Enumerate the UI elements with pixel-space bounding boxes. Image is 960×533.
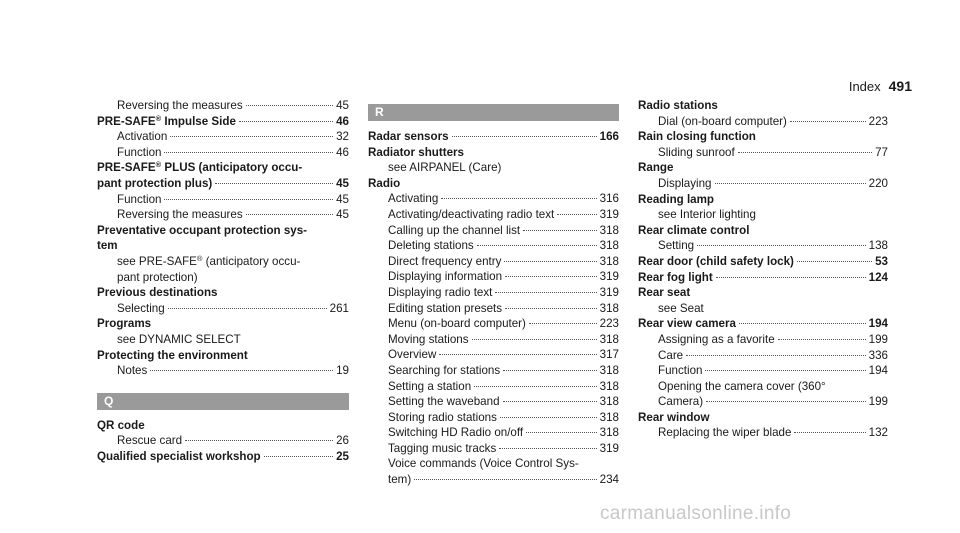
page-ref: 53 bbox=[875, 254, 888, 268]
index-heading-cont: tem bbox=[97, 239, 118, 253]
page-ref: 318 bbox=[599, 301, 619, 315]
index-subentry: see Seat bbox=[658, 301, 704, 315]
dot-leader bbox=[706, 401, 866, 402]
page-ref: 199 bbox=[868, 332, 888, 346]
dot-leader bbox=[526, 432, 597, 433]
page-ref: 319 bbox=[599, 207, 619, 221]
dot-leader bbox=[246, 214, 333, 215]
dot-leader bbox=[185, 440, 333, 441]
dot-leader bbox=[477, 245, 597, 246]
dot-leader bbox=[797, 261, 872, 262]
page-ref: 316 bbox=[599, 192, 619, 206]
page-ref: 45 bbox=[336, 99, 349, 112]
page-ref: 25 bbox=[336, 449, 349, 463]
dot-leader bbox=[215, 183, 333, 184]
index-subentry: Assigning as a favorite 199 bbox=[658, 332, 888, 346]
subentry-text: Overview bbox=[388, 348, 437, 362]
page-ref: 124 bbox=[868, 270, 888, 284]
page-ref: 45 bbox=[336, 176, 349, 190]
index-label: Index bbox=[848, 79, 881, 94]
index-entry bbox=[97, 114, 349, 161]
index-column-1 bbox=[97, 98, 349, 464]
dot-leader bbox=[472, 339, 597, 340]
dot-leader bbox=[264, 456, 333, 457]
dot-leader bbox=[739, 323, 866, 324]
dot-leader bbox=[168, 308, 327, 309]
index-subentry: Selecting 261 bbox=[117, 301, 349, 315]
index-entry bbox=[638, 129, 888, 160]
index-heading: Rear fog light 124 bbox=[638, 270, 888, 284]
dot-leader bbox=[246, 105, 333, 106]
dot-leader bbox=[452, 136, 597, 137]
page-ref: 220 bbox=[868, 176, 888, 190]
index-subentry: Function 45 bbox=[117, 192, 349, 206]
index-subentry bbox=[368, 316, 619, 332]
subentry-text: Switching HD Radio on/off bbox=[388, 426, 524, 440]
page-ref: 317 bbox=[599, 348, 619, 362]
page-ref: 19 bbox=[336, 364, 349, 378]
index-entry bbox=[638, 254, 888, 270]
index-subentry bbox=[368, 363, 619, 379]
index-subentry: Reversing the measures 45 bbox=[117, 99, 349, 112]
index-subentry bbox=[368, 441, 619, 457]
page-ref: 194 bbox=[868, 317, 888, 331]
dot-leader bbox=[523, 230, 597, 231]
subentry-text: Editing station presets bbox=[388, 301, 503, 315]
index-subentry: see AIRPANEL (Care) bbox=[388, 161, 502, 175]
subentry-text: Setting the waveband bbox=[388, 395, 500, 409]
index-heading: Range bbox=[638, 161, 674, 175]
index-column-2 bbox=[368, 98, 619, 488]
subentry-text: Displaying radio text bbox=[388, 285, 493, 299]
index-subentry: Dial (on-board computer) 223 bbox=[658, 114, 888, 128]
index-heading: Radar sensors 166 bbox=[368, 130, 619, 143]
page-ref: 319 bbox=[599, 285, 619, 299]
index-subentry: Function 46 bbox=[117, 145, 349, 159]
page-ref: 318 bbox=[599, 363, 619, 377]
subentry-text: Moving stations bbox=[388, 332, 469, 346]
index-subentry: Displaying 220 bbox=[658, 176, 888, 190]
dot-leader bbox=[495, 292, 596, 293]
index-heading: Radio bbox=[368, 176, 401, 190]
index-heading: QR code bbox=[97, 418, 145, 432]
page-ref: 223 bbox=[599, 317, 619, 331]
index-subentry: Activation 32 bbox=[117, 130, 349, 144]
index-subentry bbox=[368, 254, 619, 270]
subentry-text: Displaying information bbox=[388, 270, 503, 284]
page-ref: 166 bbox=[599, 130, 619, 143]
dot-leader bbox=[170, 136, 333, 137]
page-ref: 46 bbox=[336, 114, 349, 128]
index-subentry: Notes 19 bbox=[117, 364, 349, 378]
index-heading: Rear door (child safety lock) 53 bbox=[638, 254, 888, 268]
dot-leader bbox=[239, 121, 333, 122]
index-subentry bbox=[368, 191, 619, 207]
index-subentry bbox=[368, 207, 619, 223]
index-entry bbox=[638, 98, 888, 129]
index-subentry bbox=[368, 301, 619, 317]
index-entry bbox=[368, 129, 619, 145]
dot-leader bbox=[164, 152, 333, 153]
dot-leader bbox=[794, 432, 865, 433]
page-ref: 318 bbox=[599, 410, 619, 424]
page-ref: 318 bbox=[599, 426, 619, 440]
index-entry bbox=[638, 270, 888, 286]
dot-leader bbox=[414, 479, 596, 480]
index-entry bbox=[97, 348, 349, 379]
index-subentry bbox=[368, 285, 619, 301]
index-entry bbox=[97, 223, 349, 285]
subentry-text: Searching for stations bbox=[388, 363, 501, 377]
index-heading: PRE-SAFE® PLUS (anticipatory occu- bbox=[97, 160, 303, 175]
subentry-text: Storing radio stations bbox=[388, 410, 497, 424]
index-heading: Rear window bbox=[638, 410, 710, 424]
index-entry bbox=[638, 192, 888, 223]
index-entry bbox=[638, 160, 888, 191]
dot-leader bbox=[503, 401, 597, 402]
page-ref: 77 bbox=[875, 145, 888, 159]
index-entry bbox=[97, 449, 349, 465]
index-entry bbox=[638, 410, 888, 441]
index-entry bbox=[97, 316, 349, 347]
subentry-text: Calling up the channel list bbox=[388, 223, 521, 237]
index-subentry bbox=[368, 347, 619, 363]
index-heading: Rear climate control bbox=[638, 223, 750, 237]
subentry-text: Setting a station bbox=[388, 379, 472, 393]
subentry-text: Direct frequency entry bbox=[388, 254, 502, 268]
dot-leader bbox=[503, 370, 597, 371]
page-ref: 45 bbox=[336, 192, 349, 206]
dot-leader bbox=[686, 355, 866, 356]
dot-leader bbox=[499, 448, 596, 449]
letter-section-header-r: R bbox=[368, 104, 619, 121]
dot-leader bbox=[441, 198, 596, 199]
index-subentry: Voice commands (Voice Control Sys- bbox=[388, 457, 579, 471]
page-ref: 318 bbox=[599, 254, 619, 268]
page-ref: 318 bbox=[599, 395, 619, 409]
page-ref: 318 bbox=[599, 332, 619, 346]
page-ref: 32 bbox=[336, 130, 349, 144]
index-entry bbox=[97, 98, 349, 114]
page-ref: 223 bbox=[868, 114, 888, 128]
dot-leader bbox=[500, 417, 597, 418]
radio-subentries bbox=[368, 191, 619, 456]
dot-leader bbox=[557, 214, 596, 215]
dot-leader bbox=[505, 308, 597, 309]
subentry-text: Deleting stations bbox=[388, 239, 474, 253]
page-ref: 234 bbox=[599, 473, 619, 487]
index-heading: Reading lamp bbox=[638, 192, 715, 206]
dot-leader bbox=[504, 261, 596, 262]
index-subentry: Function 194 bbox=[658, 364, 888, 378]
dot-leader bbox=[150, 370, 333, 371]
index-heading: Preventative occupant protection sys- bbox=[97, 223, 308, 237]
index-subentry: Opening the camera cover (360° bbox=[658, 379, 826, 393]
index-subentry bbox=[368, 223, 619, 239]
page-ref: 318 bbox=[599, 223, 619, 237]
dot-leader bbox=[505, 276, 597, 277]
page-ref: 45 bbox=[336, 208, 349, 222]
page-header bbox=[849, 78, 912, 94]
index-heading: Protecting the environment bbox=[97, 348, 248, 362]
index-entry bbox=[638, 223, 888, 254]
index-subentry bbox=[368, 269, 619, 285]
page-number: 491 bbox=[888, 78, 912, 94]
index-heading: Qualified specialist workshop 25 bbox=[97, 449, 349, 463]
index-heading: Rear view camera 194 bbox=[638, 317, 888, 331]
index-heading-cont: pant protection plus) 45 bbox=[97, 176, 349, 190]
page-ref: 318 bbox=[599, 239, 619, 253]
page-ref: 319 bbox=[599, 270, 619, 284]
dot-leader bbox=[715, 183, 866, 184]
index-entry bbox=[97, 160, 349, 222]
index-entry bbox=[368, 176, 619, 488]
watermark-text: carmanualsonline.info bbox=[600, 503, 792, 524]
index-subentry: Reversing the measures 45 bbox=[117, 208, 349, 222]
page-ref: 46 bbox=[336, 145, 349, 159]
index-entry bbox=[97, 285, 349, 316]
dot-leader bbox=[529, 323, 597, 324]
index-heading: Rain closing function bbox=[638, 130, 756, 144]
index-subentry: Replacing the wiper blade 132 bbox=[658, 426, 888, 440]
index-subentry bbox=[368, 394, 619, 410]
index-heading: Programs bbox=[97, 317, 152, 331]
page-ref: 199 bbox=[868, 395, 888, 409]
index-subentry: see PRE-SAFE® (anticipatory occu- bbox=[117, 253, 301, 268]
dot-leader bbox=[439, 354, 596, 355]
index-subentry bbox=[368, 425, 619, 441]
subentry-text: Tagging music tracks bbox=[388, 441, 497, 455]
index-subentry bbox=[368, 410, 619, 426]
index-heading: Previous destinations bbox=[97, 286, 218, 300]
index-heading: Rear seat bbox=[638, 286, 691, 300]
index-subentry: Setting 138 bbox=[658, 239, 888, 253]
index-entry bbox=[368, 145, 619, 176]
dot-leader bbox=[790, 121, 866, 122]
index-heading: Radio stations bbox=[638, 99, 718, 112]
page-ref: 261 bbox=[329, 301, 349, 315]
index-heading: Radiator shutters bbox=[368, 145, 464, 159]
index-subentry bbox=[368, 238, 619, 254]
index-subentry-cont: pant protection) bbox=[117, 270, 198, 284]
index-subentry-cont: tem) 234 bbox=[388, 473, 619, 487]
page-ref: 194 bbox=[868, 364, 888, 378]
index-entry bbox=[638, 316, 888, 410]
dot-leader bbox=[716, 277, 866, 278]
index-subentry bbox=[368, 332, 619, 348]
index-subentry-cont: Camera) 199 bbox=[658, 395, 888, 409]
subentry-text: Menu (on-board computer) bbox=[388, 317, 526, 331]
dot-leader bbox=[705, 370, 865, 371]
index-subentry: see Interior lighting bbox=[658, 208, 756, 222]
index-entry bbox=[638, 285, 888, 316]
subentry-text: Activating/deactivating radio text bbox=[388, 207, 555, 221]
index-subentry: Sliding sunroof 77 bbox=[658, 145, 888, 159]
page-ref: 318 bbox=[599, 379, 619, 393]
dot-leader bbox=[474, 386, 597, 387]
page-ref: 336 bbox=[868, 348, 888, 362]
index-entry bbox=[97, 418, 349, 449]
page-ref: 26 bbox=[336, 434, 349, 448]
subentry-text: Activating bbox=[388, 192, 439, 206]
index-heading: PRE-SAFE® Impulse Side 46 bbox=[97, 113, 349, 128]
index-column-3 bbox=[638, 98, 888, 441]
index-subentry: Rescue card 26 bbox=[117, 434, 349, 448]
letter-section-header-q: Q bbox=[97, 393, 349, 410]
dot-leader bbox=[697, 245, 866, 246]
page-ref: 319 bbox=[599, 441, 619, 455]
dot-leader bbox=[738, 152, 872, 153]
page-ref: 132 bbox=[868, 426, 888, 440]
index-subentry: see DYNAMIC SELECT bbox=[117, 332, 241, 346]
dot-leader bbox=[778, 339, 866, 340]
index-subentry: Care 336 bbox=[658, 348, 888, 362]
index-subentry bbox=[368, 379, 619, 395]
dot-leader bbox=[164, 199, 333, 200]
page-ref: 138 bbox=[868, 239, 888, 253]
